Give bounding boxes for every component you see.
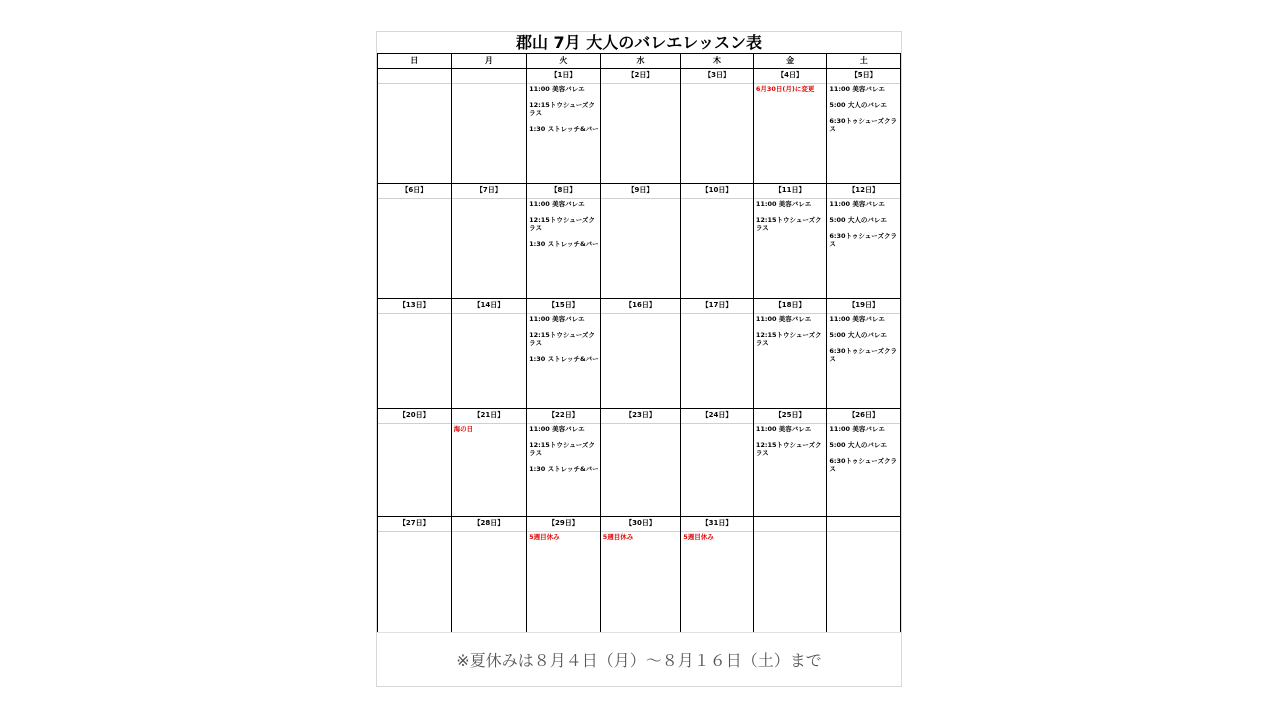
lesson-entry: 11:00 美容バレエ <box>529 200 585 208</box>
lesson-entry: 11:00 美容バレエ <box>755 315 812 323</box>
calendar-table <box>377 53 901 633</box>
weekday-sun: 日 <box>378 54 452 69</box>
lesson-entry: 11:00 美容バレエ <box>529 85 585 93</box>
lesson-list <box>827 424 900 473</box>
day-label: 【12日】 <box>827 184 900 199</box>
day-label: 【3日】 <box>681 69 753 84</box>
day-cell <box>600 409 681 517</box>
lesson-list <box>681 314 753 315</box>
day-cell <box>753 69 827 184</box>
day-label: 【18日】 <box>754 299 827 314</box>
day-cell <box>753 409 827 517</box>
day-cell <box>681 184 754 299</box>
lesson-list <box>827 84 900 133</box>
day-label: 【25日】 <box>754 409 827 424</box>
day-cell <box>600 184 681 299</box>
lesson-list <box>601 424 681 425</box>
day-label <box>452 69 527 84</box>
day-label: 【14日】 <box>452 299 527 314</box>
calendar-body <box>378 69 901 633</box>
day-label: 【29日】 <box>527 517 600 532</box>
day-label: 【21日】 <box>452 409 527 424</box>
day-cell <box>451 299 527 409</box>
lesson-list <box>378 314 451 315</box>
lesson-list <box>452 424 527 433</box>
day-cell <box>451 69 527 184</box>
day-cell <box>378 517 452 633</box>
lesson-entry: 11:00 美容バレエ <box>829 85 885 93</box>
day-label <box>378 69 451 84</box>
lesson-entry: 11:00 美容バレエ <box>829 200 885 208</box>
lesson-list <box>681 532 753 541</box>
day-cell <box>378 69 452 184</box>
notice-text: 5週目休み <box>529 533 560 541</box>
week-row <box>378 69 901 184</box>
lesson-list <box>527 84 600 133</box>
day-label: 【1日】 <box>527 69 600 84</box>
day-cell <box>827 517 901 633</box>
day-cell <box>600 69 681 184</box>
lesson-list <box>681 199 753 200</box>
day-label: 【6日】 <box>378 184 451 199</box>
lesson-list <box>754 84 827 93</box>
day-cell <box>378 299 452 409</box>
day-label: 【26日】 <box>827 409 900 424</box>
lesson-entry: 11:00 美容バレエ <box>829 425 885 433</box>
day-label: 【13日】 <box>378 299 451 314</box>
lesson-entry: 12:15トウシューズクラス <box>529 331 595 347</box>
schedule-page <box>376 31 902 687</box>
day-cell <box>753 517 827 633</box>
weekday-header-row <box>378 54 901 69</box>
day-cell <box>600 517 681 633</box>
lesson-list <box>681 424 753 425</box>
lesson-entry: 6:30トゥシューズクラス <box>829 232 897 248</box>
notice-text: 海の日 <box>453 425 474 433</box>
weekday-thu: 木 <box>681 54 754 69</box>
day-cell <box>681 299 754 409</box>
week-row <box>378 517 901 633</box>
day-label: 【2日】 <box>601 69 681 84</box>
lesson-entry: 1:30 ストレッチ&バー <box>529 465 599 473</box>
lesson-list <box>527 314 600 363</box>
day-cell <box>527 517 601 633</box>
day-label <box>827 517 900 532</box>
day-label: 【17日】 <box>681 299 753 314</box>
notice-text: 6月30日(月)に変更 <box>755 85 815 93</box>
day-label: 【27日】 <box>378 517 451 532</box>
lesson-entry: 6:30トゥシューズクラス <box>829 117 897 133</box>
day-cell <box>378 409 452 517</box>
day-label: 【7日】 <box>452 184 527 199</box>
day-label: 【31日】 <box>681 517 753 532</box>
day-cell <box>827 184 901 299</box>
lesson-entry: 11:00 美容バレエ <box>529 315 585 323</box>
day-label: 【28日】 <box>452 517 527 532</box>
day-cell <box>827 299 901 409</box>
footnote: ※夏休みは８月４日（月）～８月１６日（土）まで <box>377 632 901 688</box>
lesson-list <box>527 424 600 473</box>
lesson-entry: 12:15トウシューズクラス <box>529 101 595 117</box>
day-label: 【5日】 <box>827 69 900 84</box>
day-label: 【11日】 <box>754 184 827 199</box>
lesson-entry: 5:00 大人のバレエ <box>829 216 887 224</box>
lesson-list <box>601 199 681 200</box>
day-cell <box>527 69 601 184</box>
lesson-entry: 11:00 美容バレエ <box>529 425 585 433</box>
lesson-list <box>754 199 827 232</box>
day-cell <box>451 184 527 299</box>
day-cell <box>681 69 754 184</box>
lesson-list <box>601 532 681 541</box>
day-cell <box>827 69 901 184</box>
lesson-list <box>378 532 451 533</box>
lesson-entry: 12:15トウシューズクラス <box>755 441 822 457</box>
day-label: 【19日】 <box>827 299 900 314</box>
lesson-list <box>827 314 900 363</box>
lesson-entry: 11:00 美容バレエ <box>755 200 812 208</box>
weekday-wed: 水 <box>600 54 681 69</box>
weekday-sat: 土 <box>827 54 901 69</box>
day-cell <box>681 409 754 517</box>
lesson-entry: 11:00 美容バレエ <box>755 425 812 433</box>
lesson-entry: 12:15トウシューズクラス <box>529 441 595 457</box>
lesson-list <box>527 532 600 541</box>
day-cell <box>753 184 827 299</box>
day-cell <box>378 184 452 299</box>
lesson-entry: 11:00 美容バレエ <box>829 315 885 323</box>
day-label: 【10日】 <box>681 184 753 199</box>
day-cell <box>527 184 601 299</box>
lesson-list <box>681 84 753 85</box>
day-label: 【9日】 <box>601 184 681 199</box>
lesson-entry: 5:00 大人のバレエ <box>829 331 887 339</box>
lesson-list <box>378 84 451 85</box>
day-label: 【20日】 <box>378 409 451 424</box>
lesson-entry: 1:30 ストレッチ&バー <box>529 125 599 133</box>
day-cell <box>600 299 681 409</box>
day-label: 【30日】 <box>601 517 681 532</box>
lesson-list <box>378 199 451 200</box>
day-cell <box>753 299 827 409</box>
weekday-fri: 金 <box>753 54 827 69</box>
lesson-entry: 1:30 ストレッチ&バー <box>529 355 599 363</box>
day-cell <box>827 409 901 517</box>
weekday-tue: 火 <box>527 54 601 69</box>
lesson-list <box>601 314 681 315</box>
lesson-entry: 6:30トゥシューズクラス <box>829 457 897 473</box>
lesson-entry: 6:30トゥシューズクラス <box>829 347 897 363</box>
lesson-entry: 12:15トウシューズクラス <box>755 216 822 232</box>
lesson-entry: 12:15トウシューズクラス <box>529 216 595 232</box>
day-label <box>754 517 827 532</box>
lesson-list <box>452 532 527 533</box>
lesson-list <box>754 532 827 533</box>
lesson-list <box>378 424 451 425</box>
day-label: 【4日】 <box>754 69 827 84</box>
day-label: 【8日】 <box>527 184 600 199</box>
lesson-list <box>452 199 527 200</box>
week-row <box>378 409 901 517</box>
notice-text: 5週目休み <box>602 533 634 541</box>
lesson-list <box>452 314 527 315</box>
lesson-entry: 5:00 大人のバレエ <box>829 441 887 449</box>
day-cell <box>527 409 601 517</box>
lesson-list <box>527 199 600 248</box>
day-label: 【24日】 <box>681 409 753 424</box>
page-title: 郡山 7月 大人のバレエレッスン表 <box>515 33 763 52</box>
lesson-list <box>601 84 681 85</box>
lesson-entry: 5:00 大人のバレエ <box>829 101 887 109</box>
lesson-entry: 12:15トウシューズクラス <box>755 331 822 347</box>
lesson-entry: 1:30 ストレッチ&バー <box>529 240 599 248</box>
week-row <box>378 299 901 409</box>
lesson-list <box>754 314 827 347</box>
weekday-mon: 月 <box>451 54 527 69</box>
notice-text: 5週目休み <box>683 533 714 541</box>
lesson-list <box>827 532 900 533</box>
lesson-list <box>754 424 827 457</box>
day-label: 【15日】 <box>527 299 600 314</box>
lesson-list <box>452 84 527 85</box>
day-cell <box>681 517 754 633</box>
day-cell <box>451 409 527 517</box>
day-cell <box>527 299 601 409</box>
lesson-list <box>827 199 900 248</box>
day-cell <box>451 517 527 633</box>
day-label: 【22日】 <box>527 409 600 424</box>
week-row <box>378 184 901 299</box>
day-label: 【16日】 <box>601 299 681 314</box>
day-label: 【23日】 <box>601 409 681 424</box>
